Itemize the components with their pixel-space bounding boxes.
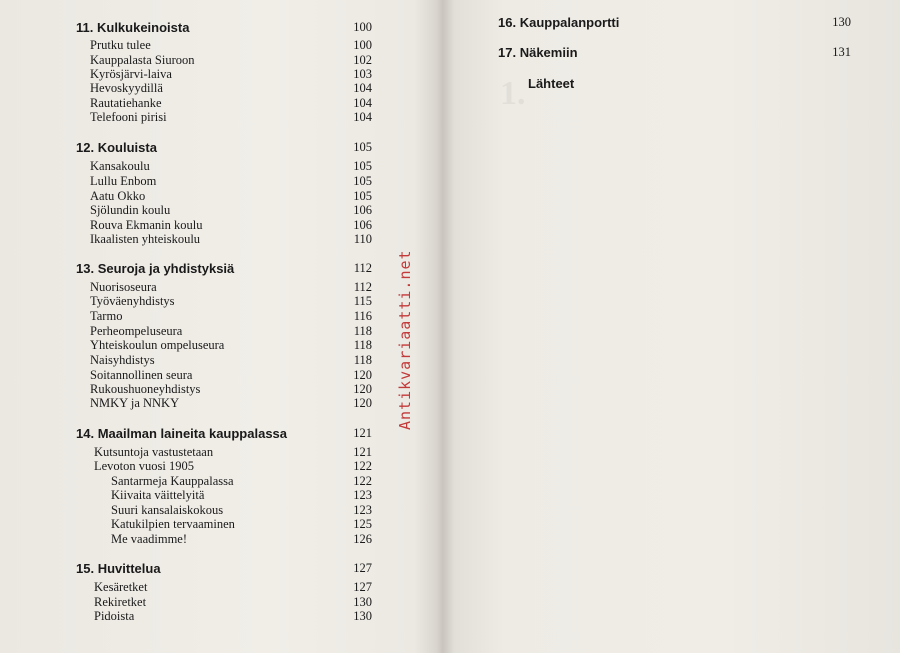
section-title: Lähteet (528, 76, 575, 91)
right-page (445, 0, 900, 653)
section-title: Seuroja ja yhdistyksiä (97, 261, 235, 276)
page-number: 104 (353, 110, 372, 124)
page-number: 123 (353, 488, 372, 502)
entry-label: Katukilpien tervaaminen (111, 517, 235, 531)
entry-label: Yhteiskoulun ompeluseura (90, 338, 225, 352)
entry-label: Kyrösjärvi-laiva (90, 67, 172, 81)
entry-label: Hevoskyydillä (90, 81, 163, 95)
entry-label: Työväenyhdistys (90, 294, 175, 308)
watermark-text: Antikvariaatti.net (396, 249, 414, 430)
page-number: 106 (353, 218, 372, 232)
page-number: 118 (353, 353, 372, 367)
page-number: 130 (353, 595, 372, 609)
page-number: 110 (353, 232, 372, 246)
show-through-ghost: 1. (500, 75, 526, 112)
entry-label: Lullu Enbom (90, 174, 157, 188)
page-number: 115 (353, 294, 372, 308)
entry-label: Rukoushuoneyhdistys (90, 382, 201, 396)
entry-label: Sjölundin koulu (90, 203, 171, 217)
section-number: 12. (76, 140, 95, 155)
section-title: Näkemiin (519, 45, 578, 60)
section-number: 13. (76, 261, 95, 276)
page-number: 103 (353, 67, 372, 81)
entry-label: Tarmo (90, 309, 123, 323)
entry-label: Ikaalisten yhteiskoulu (90, 232, 201, 246)
page-number: 116 (353, 309, 372, 323)
page-number: 105 (353, 174, 372, 188)
entry-label: Naisyhdistys (90, 353, 155, 367)
page-number: 104 (353, 81, 372, 95)
page-number: 112 (353, 261, 372, 275)
page-number: 126 (353, 532, 372, 546)
page-number: 120 (353, 382, 372, 396)
page-number: 118 (353, 338, 372, 352)
entry-label: Rekiretket (94, 595, 147, 609)
page-number: 102 (353, 53, 372, 67)
entry-label: Santarmeja Kauppalassa (111, 474, 234, 488)
page-number: 104 (353, 96, 372, 110)
entry-label: Aatu Okko (90, 189, 146, 203)
section-title: Kouluista (97, 140, 157, 155)
page-number: 112 (353, 280, 372, 294)
page-number: 127 (353, 561, 372, 575)
section-title: Kulkukeinoista (96, 20, 190, 35)
entry-label: Levoton vuosi 1905 (94, 459, 194, 473)
page-number: 118 (353, 324, 372, 338)
entry-label: Rouva Ekmanin koulu (90, 218, 203, 232)
page-number: 123 (353, 503, 372, 517)
entry-label: Nuorisoseura (90, 280, 157, 294)
page-number: 120 (353, 396, 372, 410)
section-title: Maailman laineita kauppalassa (97, 426, 288, 441)
section-number: 16. (498, 15, 517, 30)
entry-label: Telefooni pirisi (90, 110, 167, 124)
page-number: 120 (353, 368, 372, 382)
section-title: Huvittelua (97, 561, 161, 576)
entry-label: Perheompeluseura (90, 324, 183, 338)
page-number: 106 (353, 203, 372, 217)
page-number: 122 (353, 474, 372, 488)
page-number: 121 (353, 445, 372, 459)
entry-label: NMKY ja NNKY (90, 396, 180, 410)
entry-label: Rautatiehanke (90, 96, 162, 110)
entry-label: Suuri kansalaiskokous (111, 503, 224, 517)
section-number: 11. (76, 20, 94, 35)
left-page (0, 0, 440, 653)
page-number: 105 (353, 189, 372, 203)
entry-label: Kansakoulu (90, 159, 150, 173)
entry-label: Kauppalasta Siuroon (90, 53, 195, 67)
page-number: 100 (353, 38, 372, 52)
page-number: 131 (832, 45, 851, 59)
page-number: 130 (832, 15, 851, 29)
entry-label: Prutku tulee (90, 38, 151, 52)
section-number: 15. (76, 561, 95, 576)
page-number: 130 (353, 609, 372, 623)
section-title: Kauppalanportti (519, 15, 620, 30)
page-number: 105 (353, 159, 372, 173)
page-number: 100 (353, 20, 372, 34)
page-number: 105 (353, 140, 372, 154)
entry-label: Kutsuntoja vastustetaan (94, 445, 214, 459)
page-number: 125 (353, 517, 372, 531)
entry-label: Soitannollinen seura (90, 368, 193, 382)
section-number: 17. (498, 45, 517, 60)
page-number: 122 (353, 459, 372, 473)
page-number: 127 (353, 580, 372, 594)
entry-label: Kiivaita väittelyitä (111, 488, 205, 502)
entry-label: Me vaadimme! (111, 532, 188, 546)
page-number: 121 (353, 426, 372, 440)
entry-label: Kesäretket (94, 580, 148, 594)
section-number: 14. (76, 426, 95, 441)
entry-label: Pidoista (94, 609, 135, 623)
